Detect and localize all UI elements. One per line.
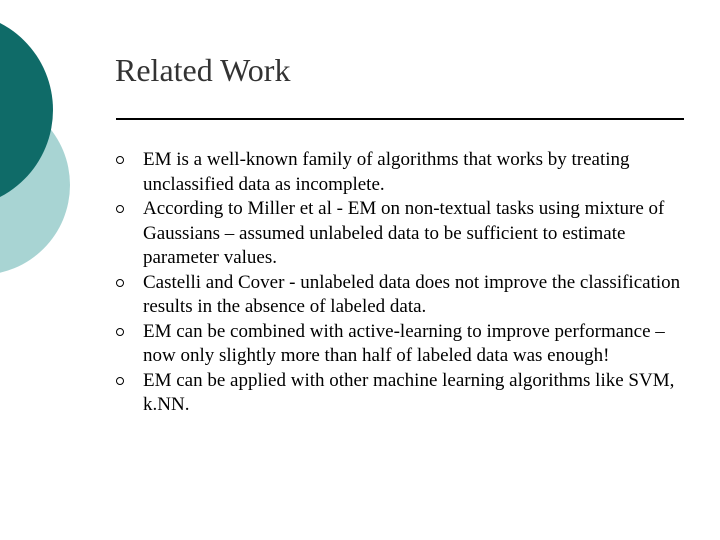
bullet-item (114, 271, 684, 320)
bullet-text: Castelli and Cover - unlabeled data does not improve the classification results in the absence of labeled data. (143, 271, 681, 317)
hollow-circle-icon (116, 156, 124, 164)
bullet-text: EM can be combined with active-learning to improve performance – now only slightly more than half of labeled data was enough! (143, 320, 665, 366)
bullet-text: According to Miller et al - EM on non-textual tasks using mixture of Gaussians – assumed unlabeled data to be sufficient to estimate parameter values. (143, 198, 665, 268)
decorative-circles (0, 0, 120, 320)
bullet-item (114, 320, 684, 369)
title-divider (116, 118, 684, 120)
bullet-list (114, 148, 684, 418)
bullet-item (114, 148, 684, 197)
hollow-circle-icon (116, 279, 124, 287)
slide-title: Related Work (115, 52, 291, 88)
bullet-text: EM can be applied with other machine learning algorithms like SVM, k.NN. (143, 369, 675, 415)
bullet-item (114, 369, 684, 418)
hollow-circle-icon (116, 377, 124, 385)
hollow-circle-icon (116, 205, 124, 213)
bullet-item (114, 197, 684, 271)
bullet-text: EM is a well-known family of algorithms that works by treating unclassified data as incomplete. (143, 149, 630, 195)
hollow-circle-icon (116, 328, 124, 336)
